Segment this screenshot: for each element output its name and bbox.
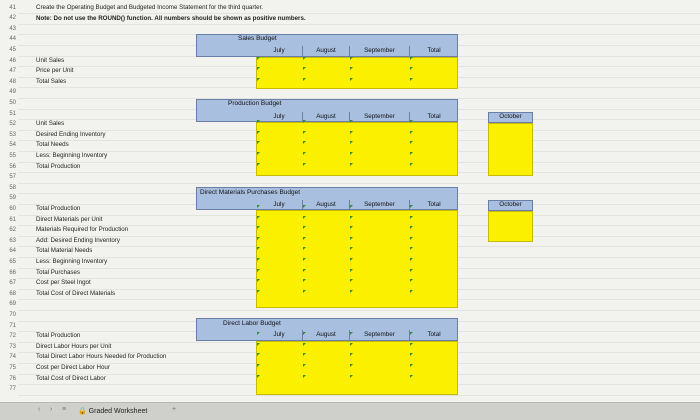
sales-budget-title: Sales Budget <box>238 35 277 42</box>
instruction-line-2: Note: Do not use the ROUND() function. All numbers should be shown as positive numbers. <box>36 14 306 22</box>
row-number[interactable]: 51 <box>9 110 16 117</box>
formula-indicator <box>257 57 260 60</box>
formula-indicator <box>257 226 260 229</box>
row-number[interactable]: 72 <box>9 333 16 340</box>
dm-row-label: Total Material Needs <box>36 247 93 255</box>
formula-indicator <box>350 364 353 367</box>
row-number[interactable]: 42 <box>9 15 16 22</box>
formula-indicator <box>350 269 353 272</box>
row-number[interactable]: 73 <box>9 343 16 350</box>
production-row-label: Unit Sales <box>36 120 65 128</box>
row-number[interactable]: 64 <box>9 248 16 255</box>
formula-indicator <box>410 57 413 60</box>
formula-indicator <box>410 237 413 240</box>
formula-indicator <box>410 67 413 70</box>
formula-indicator <box>350 290 353 293</box>
formula-indicator <box>410 279 413 282</box>
formula-indicator <box>350 57 353 60</box>
dm-col-total: Total <box>409 200 458 210</box>
formula-indicator <box>303 237 306 240</box>
formula-indicator <box>410 375 413 378</box>
formula-indicator <box>350 247 353 250</box>
row-number[interactable]: 45 <box>9 47 16 53</box>
dl-row-label: Total Direct Labor Hours Needed for Production <box>36 353 167 361</box>
formula-indicator <box>410 269 413 272</box>
formula-indicator <box>410 131 413 134</box>
formula-indicator <box>257 237 260 240</box>
dm-row-label: Direct Materials per Unit <box>36 215 103 223</box>
dl-input-cells[interactable] <box>256 341 458 395</box>
instruction-line-1: Create the Operating Budget and Budgeted Income Statement for the third quarter. <box>36 4 264 11</box>
production-budget-title: Production Budget <box>228 100 282 107</box>
formula-indicator <box>410 364 413 367</box>
row-number[interactable]: 50 <box>9 100 16 106</box>
grid-line <box>18 183 700 184</box>
formula-indicator <box>350 141 353 144</box>
formula-indicator <box>303 343 306 346</box>
formula-indicator <box>350 343 353 346</box>
formula-indicator <box>350 205 353 208</box>
formula-indicator <box>257 269 260 272</box>
dm-row-label: Materials Required for Production <box>36 226 129 234</box>
formula-indicator <box>303 226 306 229</box>
sales-col-total: Total <box>409 46 458 56</box>
formula-indicator <box>257 78 260 81</box>
dm-budget-title: Direct Materials Purchases Budget <box>200 189 301 196</box>
formula-indicator <box>257 163 260 166</box>
production-row-label: Total Production <box>36 162 81 170</box>
sales-col-september: September <box>349 46 409 56</box>
row-number[interactable]: 75 <box>9 365 16 371</box>
row-number[interactable]: 68 <box>9 290 16 297</box>
dm-row-label: Total Production <box>36 205 81 212</box>
sheet-tab-bar <box>0 402 700 420</box>
formula-indicator <box>303 279 306 282</box>
dm-col-october: October <box>499 201 522 208</box>
dl-col-september: September <box>349 330 409 340</box>
production-row-label: Desired Ending Inventory <box>36 130 106 138</box>
grid-line <box>18 310 700 311</box>
formula-indicator <box>303 131 306 134</box>
production-col-july: July <box>273 113 285 120</box>
row-number[interactable]: 55 <box>9 153 16 159</box>
formula-indicator <box>410 343 413 346</box>
formula-indicator <box>257 279 260 282</box>
formula-indicator <box>257 152 260 155</box>
production-col-august: August <box>302 112 349 122</box>
formula-indicator <box>410 353 413 356</box>
row-number[interactable]: 63 <box>9 237 16 244</box>
formula-indicator <box>350 216 353 219</box>
production-row-label: Total Needs <box>36 141 69 149</box>
formula-indicator <box>350 78 353 81</box>
formula-indicator <box>350 131 353 134</box>
formula-indicator <box>410 163 413 166</box>
row-number[interactable]: 60 <box>9 206 16 212</box>
row-number[interactable]: 58 <box>9 184 16 191</box>
formula-indicator <box>410 290 413 293</box>
sheet-list-icon[interactable]: ≡ <box>62 406 67 413</box>
dl-row-label: Total Production <box>36 332 81 340</box>
formula-indicator <box>410 152 413 155</box>
row-number[interactable]: 66 <box>9 269 16 276</box>
row-number[interactable]: 53 <box>9 131 16 138</box>
formula-indicator <box>410 205 413 208</box>
formula-indicator <box>410 226 413 229</box>
formula-indicator <box>350 237 353 240</box>
formula-indicator <box>303 57 306 60</box>
row-number[interactable]: 46 <box>9 57 16 64</box>
formula-indicator <box>257 258 260 261</box>
formula-indicator <box>257 247 260 250</box>
row-number[interactable]: 43 <box>9 25 16 32</box>
row-number[interactable]: 52 <box>9 121 16 128</box>
dl-col-july: July <box>273 331 285 338</box>
formula-indicator <box>257 216 260 219</box>
next-sheet-icon[interactable]: › <box>50 406 53 413</box>
dm-col-september: September <box>349 200 409 210</box>
row-number[interactable]: 57 <box>9 174 16 181</box>
sales-input-cells[interactable] <box>256 57 458 89</box>
formula-indicator <box>257 375 260 378</box>
formula-indicator <box>303 247 306 250</box>
row-number[interactable]: 59 <box>9 195 16 202</box>
row-number[interactable]: 74 <box>9 354 16 361</box>
formula-indicator <box>303 152 306 155</box>
formula-indicator <box>257 332 260 335</box>
row-number[interactable]: 54 <box>9 142 16 149</box>
formula-indicator <box>257 343 260 346</box>
row-number[interactable]: 77 <box>9 386 16 393</box>
prev-sheet-icon[interactable]: ‹ <box>38 406 41 413</box>
dm-row-label: Total Cost of Direct Materials <box>36 289 116 297</box>
dm-col-august: August <box>302 200 349 210</box>
formula-indicator <box>303 205 306 208</box>
sales-row-label: Unit Sales <box>36 56 65 64</box>
row-number[interactable]: 67 <box>9 280 16 287</box>
formula-indicator <box>257 141 260 144</box>
dm-input-cells[interactable] <box>256 210 458 308</box>
row-number[interactable]: 48 <box>9 78 16 85</box>
dm-row-label: Add: Desired Ending Inventory <box>36 236 120 244</box>
production-input-cells[interactable] <box>256 122 458 176</box>
sales-row-label: Price per Unit <box>36 67 74 75</box>
formula-indicator <box>257 205 260 208</box>
sales-col-july: July <box>273 47 285 54</box>
formula-indicator <box>303 78 306 81</box>
formula-indicator <box>410 78 413 81</box>
formula-indicator <box>350 226 353 229</box>
formula-indicator <box>350 353 353 356</box>
dm-row-label: Less: Beginning Inventory <box>36 258 108 265</box>
dm-row-label: Total Purchases <box>36 268 81 276</box>
formula-indicator <box>350 152 353 155</box>
production-col-september: September <box>349 112 409 122</box>
row-number[interactable]: 62 <box>9 227 16 234</box>
sales-row-label: Total Sales <box>36 77 67 85</box>
production-col-total: Total <box>409 112 458 122</box>
formula-indicator <box>303 216 306 219</box>
formula-indicator <box>303 141 306 144</box>
add-sheet-button[interactable]: + <box>172 406 177 413</box>
row-number[interactable]: 61 <box>9 216 16 223</box>
formula-indicator <box>303 290 306 293</box>
dm-row-label: Cost per Steel Ingot <box>36 279 91 287</box>
dl-row-label: Direct Labor Hours per Unit <box>36 342 112 350</box>
formula-indicator <box>410 216 413 219</box>
formula-indicator <box>350 279 353 282</box>
formula-indicator <box>350 332 353 335</box>
formula-indicator <box>350 375 353 378</box>
dm-october-cells[interactable] <box>488 211 533 242</box>
row-number[interactable]: 71 <box>9 322 16 329</box>
dl-col-total: Total <box>409 330 458 340</box>
formula-indicator <box>410 332 413 335</box>
sales-col-august: August <box>302 46 349 56</box>
formula-indicator <box>303 269 306 272</box>
row-number[interactable]: 76 <box>9 375 16 382</box>
row-number[interactable]: 49 <box>9 89 16 96</box>
row-number[interactable]: 44 <box>9 36 16 43</box>
row-number[interactable]: 56 <box>9 163 16 170</box>
formula-indicator <box>257 67 260 70</box>
production-october-cells[interactable] <box>488 123 533 176</box>
row-number[interactable]: 41 <box>9 4 16 11</box>
formula-indicator <box>303 375 306 378</box>
formula-indicator <box>257 120 260 123</box>
formula-indicator <box>257 290 260 293</box>
formula-indicator <box>303 163 306 166</box>
dl-budget-title: Direct Labor Budget <box>223 320 281 327</box>
dm-col-july: July <box>273 201 285 208</box>
row-number[interactable]: 47 <box>9 68 16 75</box>
tab-graded-worksheet[interactable]: 🔒 Graded Worksheet <box>78 408 148 415</box>
formula-indicator <box>350 67 353 70</box>
formula-indicator <box>303 120 306 123</box>
formula-indicator <box>257 353 260 356</box>
production-row-label: Less: Beginning Inventory <box>36 152 108 159</box>
formula-indicator <box>303 332 306 335</box>
formula-indicator <box>303 67 306 70</box>
dl-row-label: Cost per Direct Labor Hour <box>36 364 110 371</box>
dl-col-august: August <box>302 330 349 340</box>
production-col-october: October <box>499 113 522 120</box>
formula-indicator <box>350 120 353 123</box>
formula-indicator <box>350 258 353 261</box>
formula-indicator <box>303 353 306 356</box>
formula-indicator <box>410 141 413 144</box>
formula-indicator <box>410 120 413 123</box>
row-number[interactable]: 69 <box>9 301 16 308</box>
dl-row-label: Total Cost of Direct Labor <box>36 374 106 382</box>
formula-indicator <box>257 131 260 134</box>
formula-indicator <box>410 258 413 261</box>
formula-indicator <box>257 364 260 367</box>
row-number[interactable]: 70 <box>9 312 16 318</box>
formula-indicator <box>303 364 306 367</box>
formula-indicator <box>350 163 353 166</box>
row-number[interactable]: 65 <box>9 259 16 265</box>
formula-indicator <box>303 258 306 261</box>
lock-icon: 🔒 <box>78 408 87 415</box>
formula-indicator <box>410 247 413 250</box>
